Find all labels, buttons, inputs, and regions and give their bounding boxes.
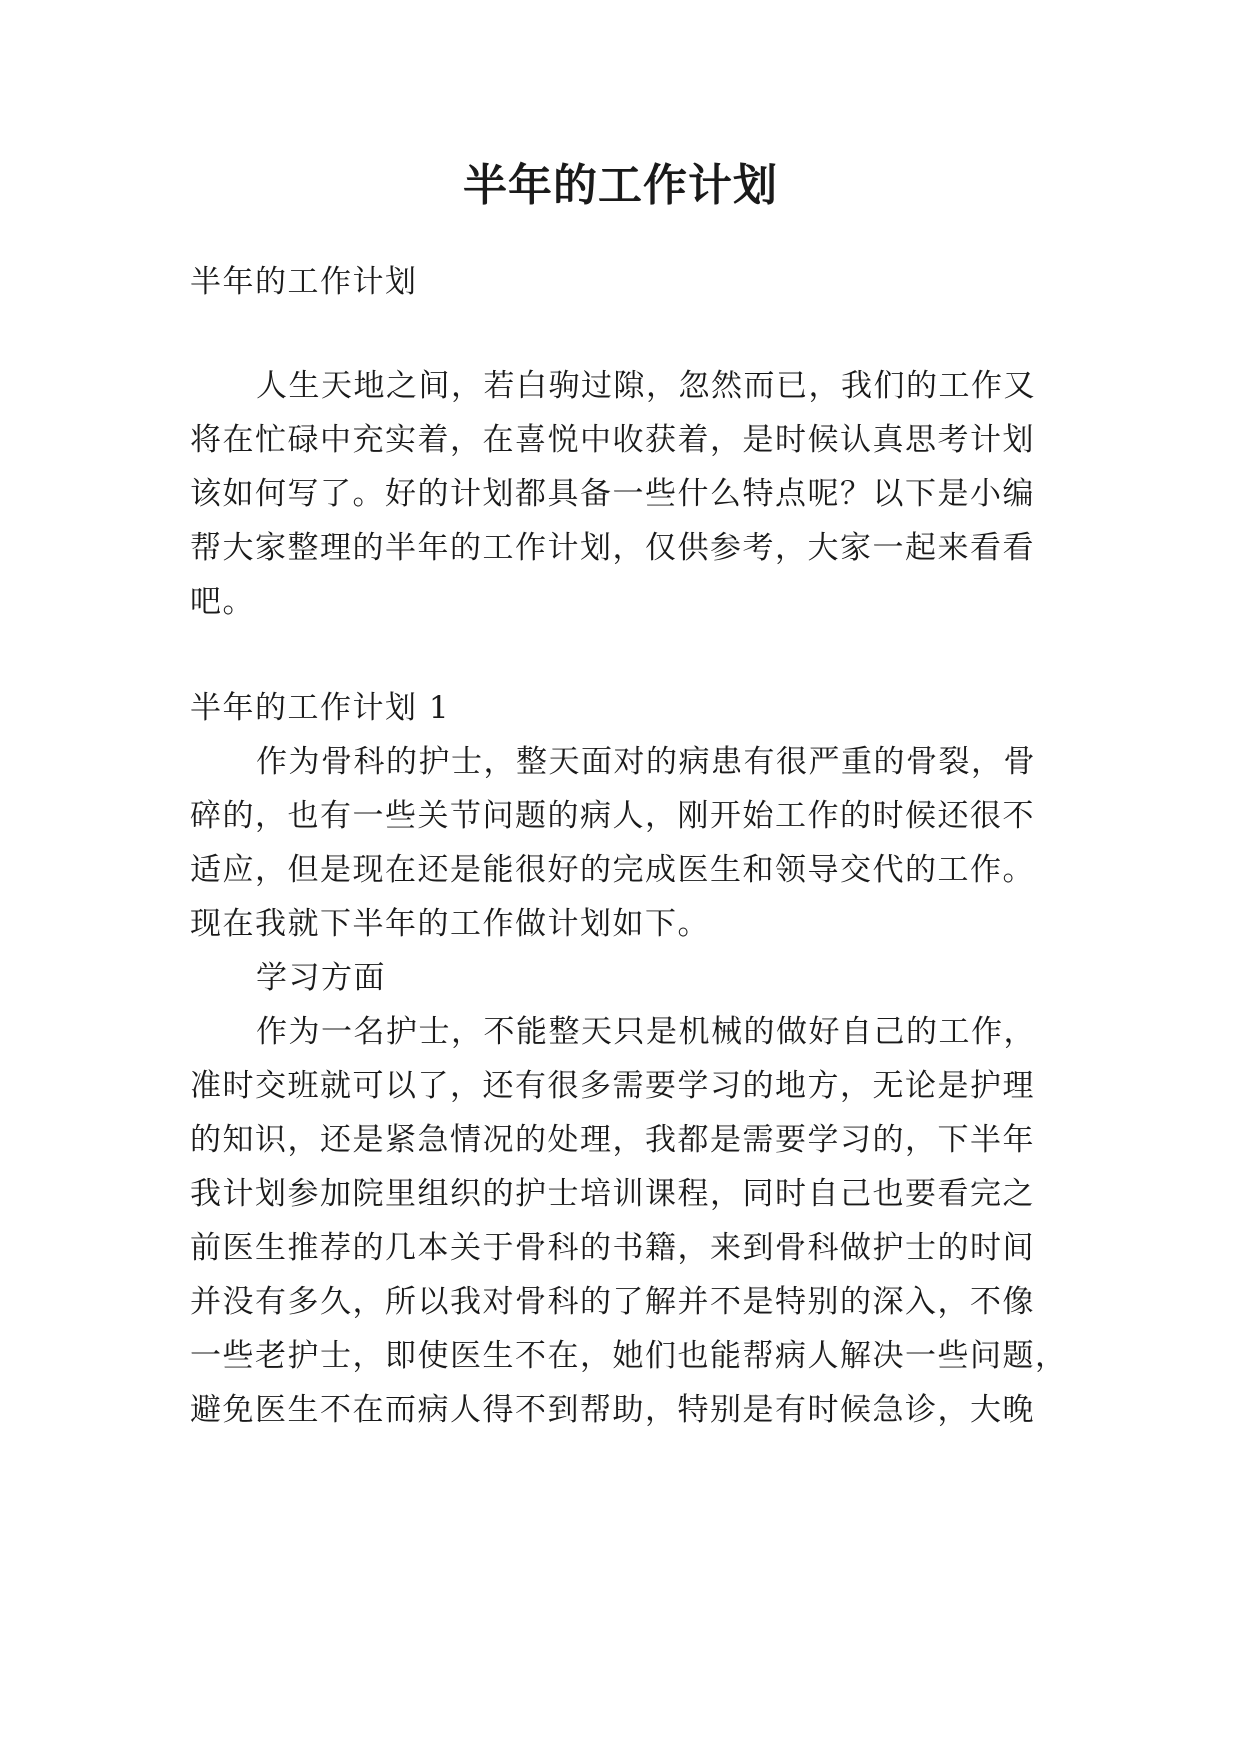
section-heading: 半年的工作计划 1 [190, 690, 451, 726]
subsection-heading: 学习方面 [256, 960, 386, 996]
study-paragraph-line: 避免医生不在而病人得不到帮助，特别是有时候急诊，大晚 [190, 1392, 1035, 1428]
study-paragraph-line: 前医生推荐的几本关于骨科的书籍，来到骨科做护士的时间 [190, 1230, 1035, 1266]
intro-line: 帮大家整理的半年的工作计划，仅供参考，大家一起来看看 [190, 530, 1035, 566]
study-paragraph-line: 一些老护士，即使医生不在，她们也能帮病人解决一些问题， [190, 1338, 1068, 1374]
document-subtitle: 半年的工作计划 [190, 264, 418, 300]
section-paragraph-line: 碎的，也有一些关节问题的病人，刚开始工作的时候还很不 [190, 798, 1035, 834]
document-title: 半年的工作计划 [463, 160, 778, 211]
section-paragraph-line: 作为骨科的护士，整天面对的病患有很严重的骨裂，骨 [256, 744, 1036, 780]
intro-line: 将在忙碌中充实着，在喜悦中收获着，是时候认真思考计划 [190, 422, 1035, 458]
section-paragraph-line: 现在我就下半年的工作做计划如下。 [190, 906, 710, 942]
intro-line: 该如何写了。好的计划都具备一些什么特点呢？以下是小编 [190, 476, 1035, 512]
intro-line: 吧。 [190, 584, 255, 620]
study-paragraph-line: 并没有多久，所以我对骨科的了解并不是特别的深入，不像 [190, 1284, 1035, 1320]
study-paragraph-line: 作为一名护士，不能整天只是机械的做好自己的工作， [256, 1014, 1036, 1050]
section-paragraph-line: 适应，但是现在还是能很好的完成医生和领导交代的工作。 [190, 852, 1035, 888]
intro-line: 人生天地之间，若白驹过隙，忽然而已，我们的工作又 [256, 368, 1036, 404]
study-paragraph-line: 我计划参加院里组织的护士培训课程，同时自己也要看完之 [190, 1176, 1035, 1212]
study-paragraph-line: 准时交班就可以了，还有很多需要学习的地方，无论是护理 [190, 1068, 1035, 1104]
study-paragraph-line: 的知识，还是紧急情况的处理，我都是需要学习的，下半年 [190, 1122, 1035, 1158]
